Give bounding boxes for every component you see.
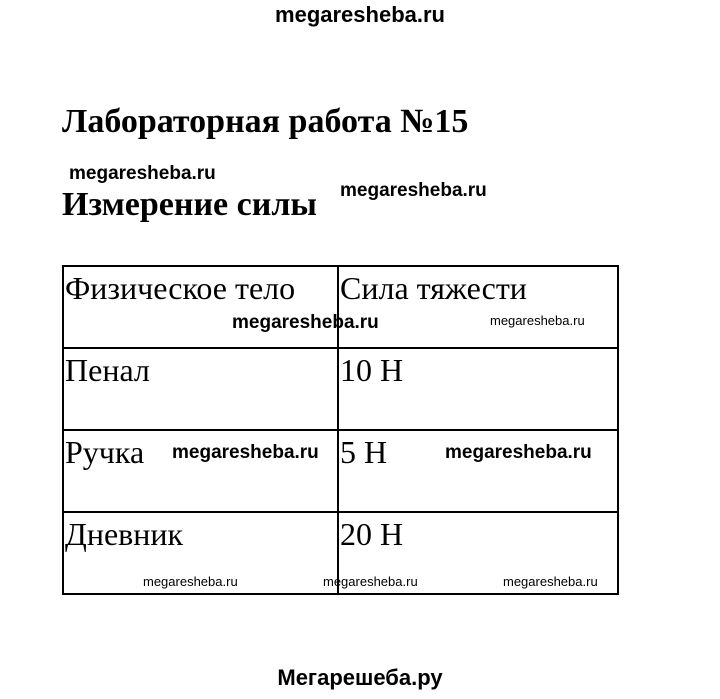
table-row [63,348,618,430]
watermark-beside-subtitle: megaresheba.ru [340,180,487,201]
page-subtitle: Измерение силы [62,186,317,223]
table-cell-force: 5 Н [338,430,618,512]
watermark-table: megaresheba.ru [445,442,592,463]
watermark-table: megaresheba.ru [232,312,379,333]
table-header-cell: Сила тяжести [338,266,618,348]
table-cell-body: Дневник [63,512,338,594]
watermark-top: megaresheba.ru [275,2,445,27]
table-cell-body: Ручка [63,430,338,512]
table-cell-force: 20 Н [338,512,618,594]
page-title: Лабораторная работа №15 [62,103,469,140]
watermark-table: megaresheba.ru [503,574,598,589]
watermark-table: megaresheba.ru [323,574,418,589]
watermark-table: megaresheba.ru [143,574,238,589]
watermark-table: megaresheba.ru [490,313,585,328]
table-header-cell: Физическое тело [63,266,338,348]
table-cell-body: Пенал [63,348,338,430]
table-cell-force: 10 Н [338,348,618,430]
table-header-row [63,266,618,348]
watermark-bottom: Мегарешеба.ру [277,665,443,690]
watermark-table: megaresheba.ru [172,442,319,463]
watermark-under-title: megaresheba.ru [69,163,216,184]
